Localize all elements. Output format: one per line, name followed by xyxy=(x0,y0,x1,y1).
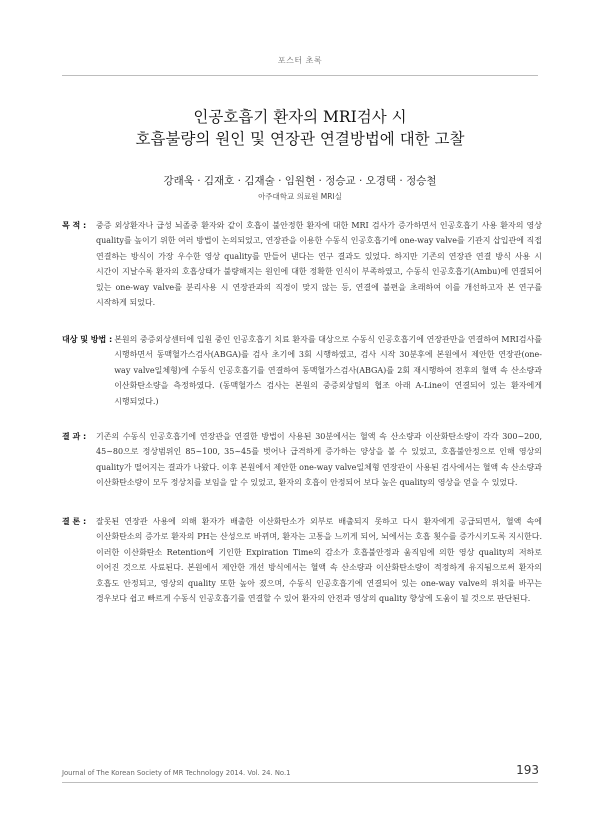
footer-journal-citation: Journal of The Korean Society of MR Technology 2014. Vol. 24. No.1 xyxy=(62,769,291,777)
section-conclusion-label: 결 론 : xyxy=(62,517,87,526)
section-header-label: 포스터 초록 xyxy=(277,56,323,65)
footer-divider xyxy=(62,782,538,783)
section-purpose-label: 목 적 : xyxy=(62,221,87,230)
header-divider xyxy=(62,75,538,76)
section-purpose xyxy=(62,218,542,310)
section-conclusion xyxy=(62,514,542,606)
section-method-label: 대상 및 방법 : xyxy=(62,335,113,344)
paper-title xyxy=(0,106,600,150)
footer-page-number: 193 xyxy=(516,763,539,777)
section-result-text: 기존의 수동식 인공호흡기에 연장관을 연결한 방법이 사용된 30분에서는 혈액 속 산소량과 이산화탄소량이 각각 300~200, 45~80으로 정상범위인 85~100, 35~45를 벗어나 급격하게 증가하는 양상을 볼 수 있었고, 호흡불안정으로 인해 영상의 quality가 떨어지는 결과가 나왔다. 이후 본원에서 제안한 one-way valve일체형 연장관이 사용된 검사에서는 혈액 속 산소량과 이산화탄소량이 모두 정상치를 보임을 알 수 있었고, 환자의 호흡이 안정되어 보다 높은 quality의 영상을 얻을 수 있었다. xyxy=(96,432,542,488)
affiliation: 아주대학교 의료원 MRI실 xyxy=(258,192,342,201)
section-method-text: 본원의 중증외상센터에 입원 중인 인공호흡기 치료 환자를 대상으로 수동식 인공호흡기에 연장관만을 연결하여 MRI검사를 시행하면서 동맥혈가스검사(ABGA)를 검사 초기에 3회 시행하였고, 검사 시작 30분후에 본원에서 제안한 연장관(one-way valve일체형)에 수동식 인공호흡기를 연결하여 동맥혈가스검사(ABGA)를 2회 재시행하여 전후의 혈액 속 산소량과 이산화탄소량을 측정하였다. (동맥혈가스 검사는 본원의 중증외상팀의 협조 아래 A-Line이 연결되어 있는 환자에게 시행되었다.) xyxy=(114,335,542,406)
paper-title-line2: 호흡불량의 원인 및 연장관 연결방법에 대한 고찰 xyxy=(135,130,465,148)
section-conclusion-text: 잘못된 연장관 사용에 의해 환자가 배출한 이산화탄소가 외부로 배출되지 못하고 다시 환자에게 공급되면서, 혈액 속에 이산화탄소의 증가로 환자의 PH는 산성으로 바뀌며, 환자는 고통을 느끼게 되어, 뇌에서는 호흡 횟수를 증가시키도록 지시한다. 이러한 이산화탄소 Retention에 기인한 Expiration Time의 감소가 호흡불안정과 움직임에 의한 영상 quality의 저하로 이어진 것으로 사료된다. 본원에서 제안한 개선 방식에서는 혈액 속 산소량과 이산화탄소량이 적정하게 유지됨으로써 환자의 호흡도 안정되고, 영상의 quality 또한 높아 졌으며, 수동식 인공호흡기에 연결되어 있는 one-way valve의 위치를 바꾸는 경우보다 쉽고 빠르게 수동식 인공호흡기를 연결할 수 있어 환자의 안전과 영상의 quality 향상에 도움이 될 것으로 판단된다. xyxy=(96,517,542,604)
paper-title-line1: 인공호흡기 환자의 MRI검사 시 xyxy=(193,108,407,126)
author-list: 강래욱 · 김재호 · 김재술 · 임원현 · 정승교 · 오경택 · 정승철 xyxy=(163,175,437,187)
section-method xyxy=(62,332,542,409)
section-result-label: 결 과 : xyxy=(62,432,87,441)
section-purpose-text: 중증 외상환자나 급성 뇌졸중 환자와 같이 호흡이 불안정한 환자에 대한 MRI 검사가 증가하면서 인공호흡기 사용 환자의 영상 quality를 높이기 위한 여러 방법이 논의되었고, 연장관을 이용한 수동식 인공호흡기에 one-way valve를 기관지 삽입관에 직접 연결하는 방식이 가장 우수한 영상 quality를 만들어 낸다는 연구 결과도 있었다. 하지만 기존의 연장관 연결 방식 사용 시 시간이 지날수록 환자의 호흡상태가 불량해지는 원인에 대한 정확한 인식이 부족하였고, 수동식 인공호흡기(Ambu)에 연결되어 있는 one-way valve를 분리사용 시 연장관과의 직경이 맞지 않는 등, 연결에 불편을 초래하여 이를 개선하고자 본 연구를 시작하게 되었다. xyxy=(96,221,542,308)
section-result xyxy=(62,429,542,491)
